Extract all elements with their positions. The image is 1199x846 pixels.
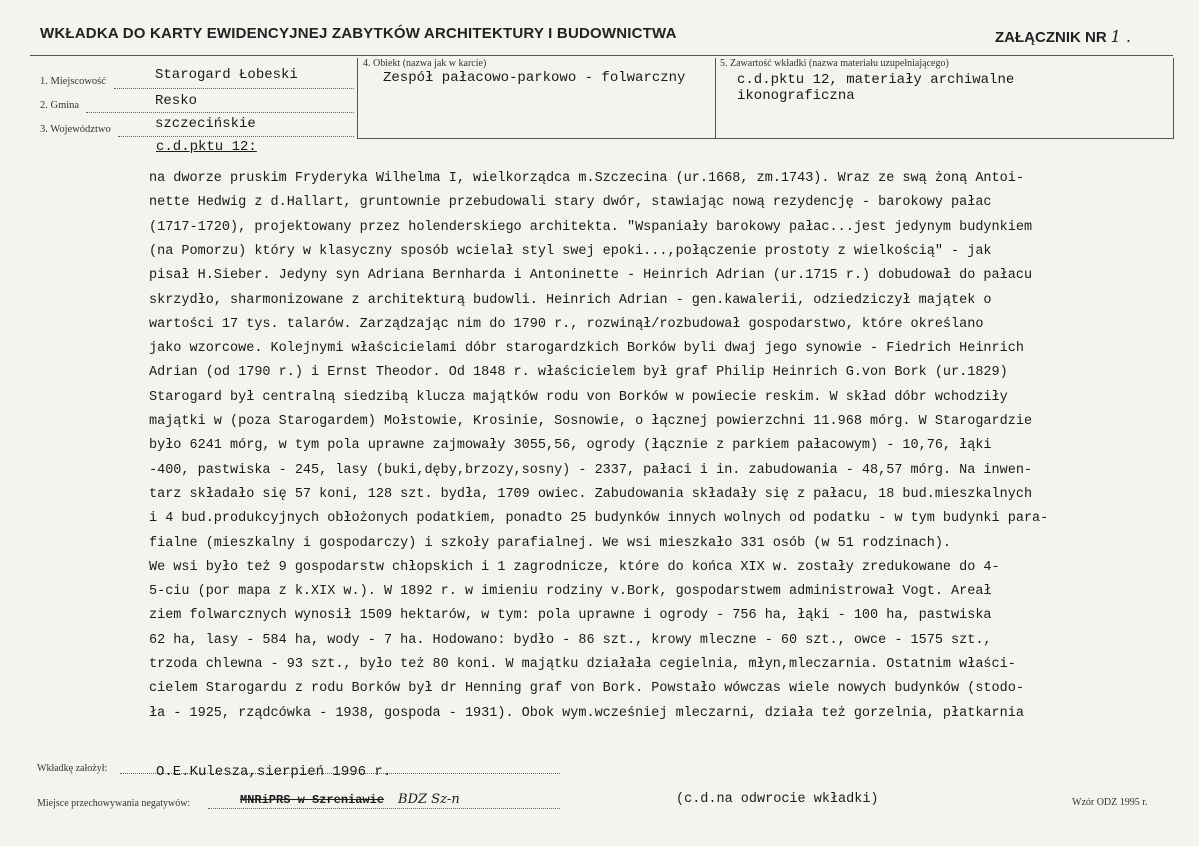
body-line: Starogard był centralną siedzibą klucza majątków rodu von Borków w powiecie reskim. W skład dóbr wchodziły — [149, 389, 1008, 405]
body-line: nette Hedwig z d.Hallart, gruntownie przebudowali stary dwór, stawiając nową rezydencję - barokowy pałac — [149, 195, 992, 211]
body-line: (1717-1720), projektowany przez holenderskiego architekta. "Wspaniały barokowy pałac...jest jedynym budynkiem — [149, 219, 1033, 235]
body-line: cielem Starogardu z rodu Borków był dr Henning graf von Bork. Powstało wówczas wiele nowych budynków (stodo- — [149, 681, 1024, 697]
commune-label: 2. Gmina — [40, 100, 80, 111]
commune-dots — [86, 112, 354, 113]
locality-label: 1. Miejscowość — [40, 76, 106, 87]
locality-dots — [114, 88, 354, 89]
locality-value: Starogard Łobeski — [155, 67, 298, 83]
annex-label — [995, 27, 1131, 46]
object-value: Zespół pałacowo-parkowo - folwarczny — [383, 70, 686, 86]
body-line: i 4 bud.produkcyjnych obłożonych podatkiem, ponadto 25 budynków innych wolnych od podatku - w tym budynki para- — [149, 511, 1049, 527]
body-line: wartości 17 tys. talarów. Zarządzając nim do 1790 r., rozwinął/rozbudował gospodarstwo, które określano — [149, 316, 984, 332]
body-line: 62 ha, lasy - 584 ha, wody - 7 ha. Hodowano: bydło - 86 szt., krowy mleczne - 60 szt., owce - 1575 szt., — [149, 632, 992, 648]
body-line: było 6241 mórg, w tym pola uprawne zajmowały 3055,56, ogrody (łącznie z parkiem pałacowym) - 10,76, łąki — [149, 438, 992, 454]
body-line: skrzydło, sharmonizowane z architekturą budowli. Heinrich Adrian - gen.kawalerii, odziedziczył majątek o — [149, 292, 992, 308]
body-line: tarz składało się 57 koni, 128 szt. bydła, 1709 owiec. Zabudowania składały się z pałacu, 18 bud.mieszkalnych — [149, 486, 1033, 502]
contents-line-1: c.d.pktu 12, materiały archiwalne — [737, 72, 1015, 88]
negatives-struck: MNRiPRS w Szreniawie — [240, 793, 385, 807]
body-line: majątki w (poza Starogardem) Mołstowie, Krosinie, Sosnowie, o łącznej powierzchni 11.968 mórg. W Starogardzie — [149, 414, 1033, 429]
header-divider — [30, 55, 1173, 56]
body-line: pisał H.Sieber. Jedyny syn Adriana Bernharda i Antoninette - Heinrich Adrian (ur.1715 r.) dobudował do pałacu — [149, 268, 1033, 284]
body-line: (na Pomorzu) który w klasyczny sposób wcielał styl swej epoki...,połączenie prostoty z wielkością" - jak — [149, 243, 992, 259]
annex-label-text: ZAŁĄCZNIK NR — [995, 29, 1107, 46]
negatives-dots — [208, 808, 560, 809]
contents-line-2: ikonograficzna — [737, 88, 855, 104]
continuation-heading: c.d.pktu 12: — [156, 139, 257, 155]
prepared-label: Wkładkę założył: — [37, 763, 108, 774]
object-label: 4. Obiekt (nazwa jak w karcie) — [363, 58, 487, 69]
negatives-value — [240, 792, 460, 808]
template-version: Wzór ODZ 1995 r. — [1072, 797, 1148, 808]
annex-number: 1 . — [1110, 27, 1132, 46]
commune-value: Resko — [155, 93, 198, 109]
body-line: na dworze pruskim Fryderyka Wilhelma I, wielkorządca m.Szczecina (ur.1668, zm.1743). Wraz ze swą żoną Antoi- — [149, 171, 1024, 186]
body-line: -400, pastwiska - 245, lasy (buki,dęby,brzozy,sosny) - 2337, pałaci i in. zabudowania - 48,57 mórg. Na inwen- — [149, 462, 1033, 478]
body-line: ła - 1925, rządcówka - 1938, gospoda - 1931). Obok wym.wcześniej mleczarni, działa też gorzelnia, płatkarnia — [149, 705, 1024, 721]
body-line: ziem folwarcznych wynosił 1509 hektarów, w tym: pola uprawne i ogrody - 756 ha, łąki - 100 ha, pastwiska — [149, 608, 992, 624]
continued-note: (c.d.na odwrocie wkładki) — [676, 792, 879, 807]
voivodeship-value: szczecińskie — [155, 116, 256, 132]
negatives-label: Miejsce przechowywania negatywów: — [37, 798, 191, 809]
body-line: trzoda chlewna - 93 szt., było też 80 koni. W majątku działała cegielnia, młyn,mleczarnia. Ostatnim właści- — [149, 657, 1016, 672]
voivodeship-label: 3. Województwo — [40, 124, 111, 135]
card-title: WKŁADKA DO KARTY EWIDENCYJNEJ ZABYTKÓW ARCHITEKTURY I BUDOWNICTWA — [40, 25, 677, 42]
body-line: We wsi było też 9 gospodarstw chłopskich i 1 zagrodnicze, które do końca XIX w. zostały zredukowane do 4- — [149, 559, 1000, 575]
body-line: jako wzorcowe. Kolejnymi właścicielami dóbr starogardzkich Borków byli dwaj jego synowie - Fiedrich Heinrich — [149, 341, 1024, 357]
prepared-value: O.E.Kulesza,sierpień 1996 r. — [156, 764, 392, 780]
negatives-handwritten: BDZ Sz-n — [398, 792, 460, 807]
body-line: Adrian (od 1790 r.) i Ernst Theodor. Od 1848 r. właścicielem był graf Philip Heinrich G.von Bork (ur.1829) — [149, 365, 1008, 381]
body-line: fialne (mieszkalny i gospodarczy) i szkoły parafialnej. We wsi mieszkało 331 osób (w 51 rodzinach). — [149, 535, 952, 551]
body-line: 5-ciu (por mapa z k.XIX w.). W 1892 r. w imieniu rodziny v.Bork, gospodarstwem administrował Vogt. Areał — [149, 584, 992, 600]
contents-label: 5. Zawartość wkładki (nazwa materiału uzupełniającego) — [720, 58, 949, 69]
voivodeship-dots — [118, 136, 354, 137]
